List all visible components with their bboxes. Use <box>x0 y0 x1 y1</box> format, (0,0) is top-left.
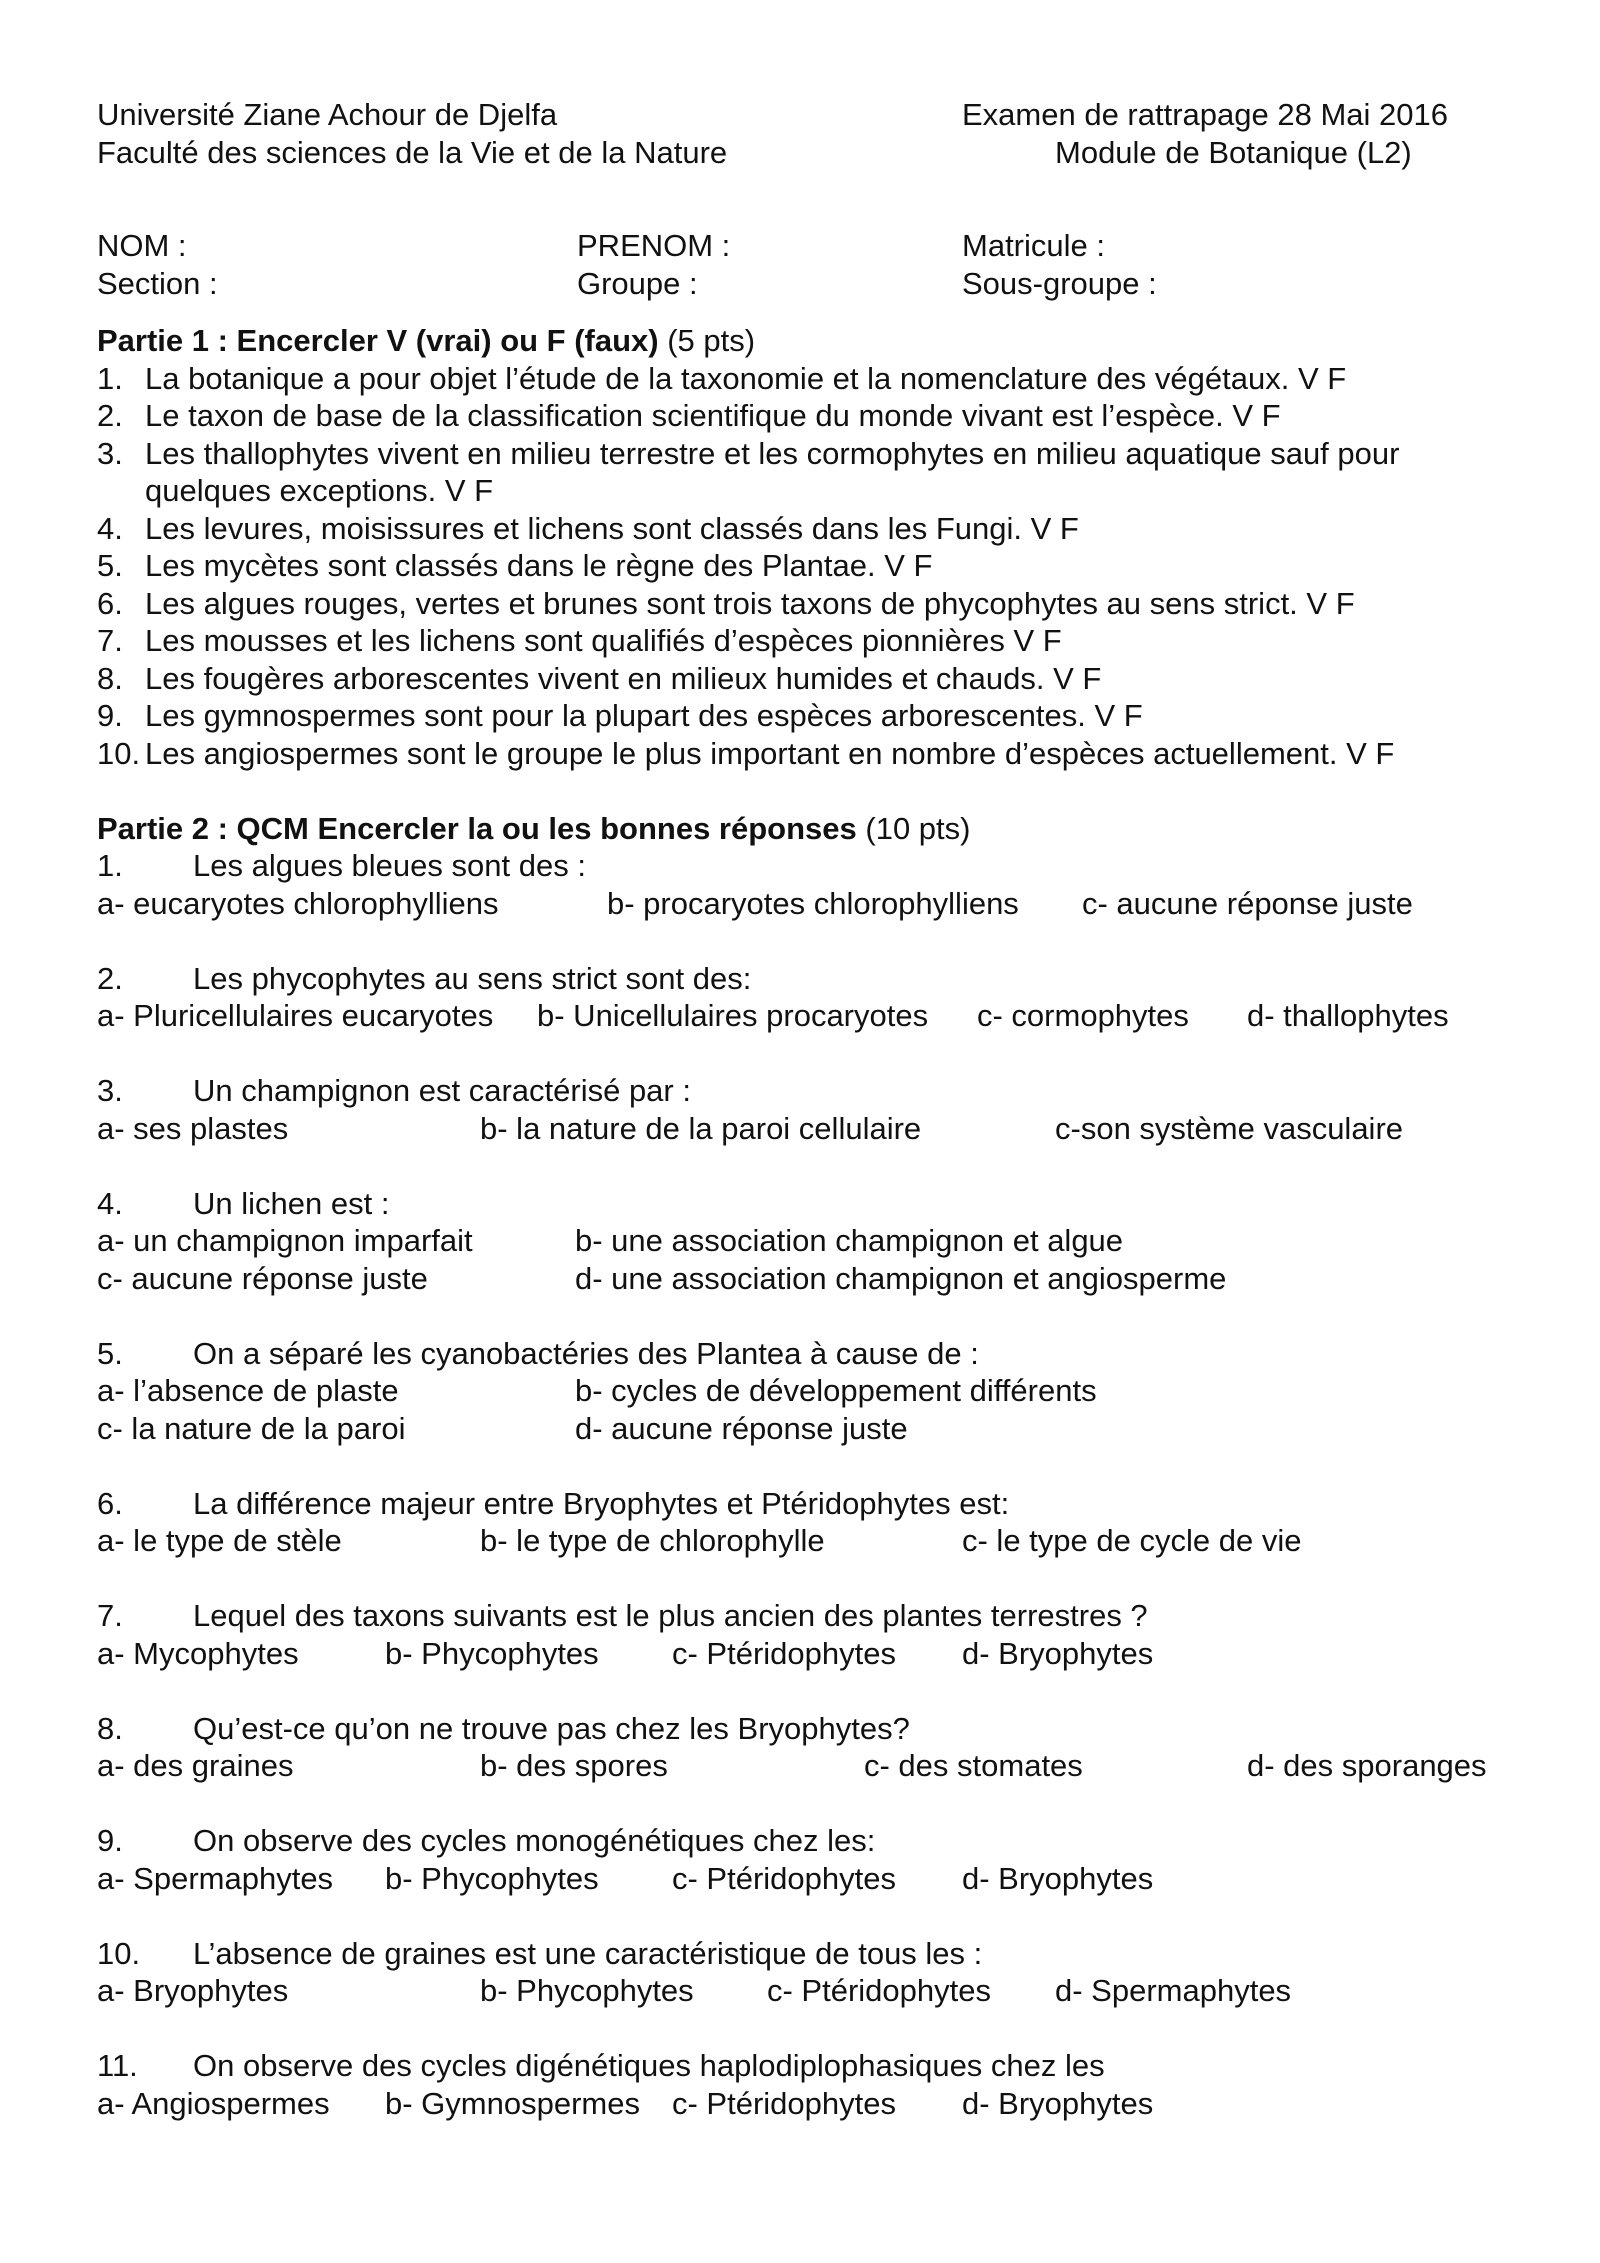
mcq-option[interactable]: a- des graines <box>97 1748 294 1783</box>
tf-item-number: 1. <box>97 360 123 396</box>
part1-list <box>97 360 1517 773</box>
tf-item-text: Les algues rouges, vertes et brunes sont trois taxons de phycophytes au sens strict. V F <box>145 585 1355 621</box>
mcq-question <box>97 1072 1517 1110</box>
tf-item-text: Les mycètes sont classés dans le règne des Plantae. V F <box>145 548 933 583</box>
mcq-question-text: Qu’est-ce qu’on ne trouve pas chez les Bryophytes? <box>193 1710 910 1746</box>
question-spacer <box>97 1672 1517 1710</box>
tf-item <box>97 735 1517 773</box>
tf-item <box>97 547 1517 585</box>
mcq-question <box>97 1185 1517 1223</box>
mcq-option[interactable]: c- Ptéridophytes <box>767 1973 991 2008</box>
mcq-option[interactable]: a- Bryophytes <box>97 1973 289 2008</box>
mcq-question-number: 7. <box>97 1598 123 1633</box>
tf-item-number: 10. <box>97 735 141 771</box>
mcq-option[interactable]: c- Ptéridophytes <box>672 2085 896 2121</box>
tf-item <box>97 697 1517 735</box>
mcq-option[interactable]: a- le type de stèle <box>97 1523 342 1558</box>
part2-heading <box>97 810 1517 848</box>
exam-title: Examen de rattrapage 28 Mai 2016 <box>962 97 1448 132</box>
mcq-option[interactable]: c- aucune réponse juste <box>97 1260 428 1296</box>
mcq-option[interactable]: c- des stomates <box>864 1748 1083 1783</box>
tf-item-number: 7. <box>97 623 123 658</box>
tf-item <box>97 397 1517 435</box>
mcq-option[interactable]: d- thallophytes <box>1247 998 1449 1033</box>
mcq-options-row <box>97 1410 1517 1448</box>
mcq-option[interactable]: c- aucune réponse juste <box>1082 885 1413 921</box>
prenom-field: PRENOM : <box>577 228 731 263</box>
tf-item-text: La botanique a pour objet l’étude de la taxonomie et la nomenclature des végétaux. V F <box>145 360 1347 396</box>
sous-groupe-field: Sous-groupe : <box>962 265 1157 301</box>
tf-item-text: Les fougères arborescentes vivent en milieux humides et chauds. V F <box>145 660 1102 696</box>
mcq-question-text: On observe des cycles monogénétiques chez les: <box>193 1823 876 1858</box>
tf-item-number: 5. <box>97 548 123 583</box>
mcq-question-text: Les algues bleues sont des : <box>193 848 586 883</box>
tf-item <box>97 360 1517 398</box>
mcq-question <box>97 1335 1517 1373</box>
mcq-options-row <box>97 1747 1517 1785</box>
mcq-question <box>97 2047 1517 2085</box>
mcq-question <box>97 1822 1517 1860</box>
mcq-question <box>97 1935 1517 1973</box>
question-spacer <box>97 1297 1517 1335</box>
mcq-option[interactable]: d- Spermaphytes <box>1055 1973 1292 2008</box>
mcq-option[interactable]: c- Ptéridophytes <box>672 1860 896 1896</box>
tf-item-number: 6. <box>97 585 123 621</box>
mcq-question-text: Les phycophytes au sens strict sont des: <box>193 960 752 996</box>
tf-item-continuation <box>97 472 1517 510</box>
tf-item-number: 3. <box>97 435 123 471</box>
mcq-option[interactable]: c-son système vasculaire <box>1055 1110 1404 1146</box>
tf-item-number: 4. <box>97 510 123 546</box>
mcq-question-number: 10. <box>97 1935 141 1971</box>
mcq-question-number: 1. <box>97 848 123 883</box>
university-name: Université Ziane Achour de Djelfa <box>97 97 558 132</box>
question-spacer <box>97 1897 1517 1935</box>
mcq-option[interactable]: a- eucaryotes chlorophylliens <box>97 885 499 921</box>
mcq-options-row <box>97 885 1517 923</box>
part1-heading <box>97 322 1517 360</box>
section-field: Section : <box>97 265 218 301</box>
tf-item <box>97 622 1517 660</box>
tf-item-text: Les mousses et les lichens sont qualifiés d’espèces pionnières V F <box>145 623 1062 658</box>
question-spacer <box>97 2010 1517 2048</box>
mcq-question-text: Un champignon est caractérisé par : <box>193 1073 691 1108</box>
faculty-name: Faculté des sciences de la Vie et de la Nature <box>97 134 728 170</box>
mcq-question <box>97 1485 1517 1523</box>
mcq-option[interactable]: d- une association champignon et angiosperme <box>575 1260 1227 1296</box>
part2-points: (10 pts) <box>856 810 971 846</box>
mcq-options-row <box>97 1635 1517 1673</box>
mcq-option[interactable]: c- le type de cycle de vie <box>962 1523 1302 1558</box>
mcq-option[interactable]: a- un champignon imparfait <box>97 1223 473 1258</box>
mcq-options-row <box>97 1222 1517 1260</box>
mcq-option[interactable]: a- ses plastes <box>97 1110 289 1146</box>
part1-points: (5 pts) <box>658 323 756 358</box>
mcq-question-number: 8. <box>97 1710 123 1746</box>
question-spacer <box>97 1785 1517 1823</box>
tf-item <box>97 510 1517 548</box>
mcq-option[interactable]: d- Bryophytes <box>962 1860 1154 1896</box>
mcq-options-row <box>97 1860 1517 1898</box>
tf-item-text: Les angiospermes sont le groupe le plus important en nombre d’espèces actuellement. V F <box>145 735 1395 771</box>
question-spacer <box>97 1560 1517 1598</box>
mcq-question-number: 9. <box>97 1823 123 1858</box>
exam-sheet <box>97 96 1517 2122</box>
mcq-options-row <box>97 1522 1517 1560</box>
module-name: Module de Botanique (L2) <box>1055 134 1412 170</box>
header-row-2 <box>97 134 1517 172</box>
tf-item-text: Les levures, moisissures et lichens sont classés dans les Fungi. V F <box>145 510 1079 546</box>
student-fields-row-2 <box>97 265 1517 303</box>
question-spacer <box>97 1035 1517 1073</box>
question-spacer <box>97 1147 1517 1185</box>
mcq-option[interactable]: c- Ptéridophytes <box>672 1635 896 1671</box>
mcq-option[interactable]: b- Phycophytes <box>385 1860 599 1896</box>
student-fields-row-1 <box>97 227 1517 265</box>
mcq-option[interactable]: b- une association champignon et algue <box>575 1223 1124 1258</box>
mcq-option[interactable]: a- Pluricellulaires eucaryotes <box>97 998 494 1033</box>
tf-item <box>97 660 1517 698</box>
mcq-option[interactable]: b- Gymnospermes <box>385 2085 640 2121</box>
mcq-question-text: L’absence de graines est une caractéristique de tous les : <box>193 1935 983 1971</box>
question-spacer <box>97 1447 1517 1485</box>
mcq-question-text: Un lichen est : <box>193 1185 390 1221</box>
tf-item-text: Les thallophytes vivent en milieu terrestre et les cormophytes en milieu aquatique sauf pour <box>145 435 1400 471</box>
mcq-option[interactable]: b- la nature de la paroi cellulaire <box>480 1110 922 1146</box>
tf-item-text: Les gymnospermes sont pour la plupart des espèces arborescentes. V F <box>145 698 1143 733</box>
mcq-option[interactable]: a- Spermaphytes <box>97 1860 334 1896</box>
mcq-option[interactable]: b- procaryotes chlorophylliens <box>607 885 1019 921</box>
mcq-question <box>97 960 1517 998</box>
mcq-question <box>97 1710 1517 1748</box>
mcq-option[interactable]: d- Bryophytes <box>962 2085 1154 2121</box>
tf-item-number: 2. <box>97 398 123 433</box>
part2-list <box>97 847 1517 2122</box>
part2-title: Partie 2 : QCM Encercler la ou les bonnes réponses <box>97 810 857 846</box>
mcq-option[interactable]: a- l’absence de plaste <box>97 1373 399 1408</box>
mcq-option[interactable]: d- des sporanges <box>1247 1748 1487 1783</box>
mcq-question-number: 3. <box>97 1073 123 1108</box>
mcq-option[interactable]: b- Phycophytes <box>385 1635 599 1671</box>
mcq-option[interactable]: b- le type de chlorophylle <box>480 1523 825 1558</box>
mcq-option[interactable]: d- Bryophytes <box>962 1635 1154 1671</box>
mcq-question <box>97 847 1517 885</box>
mcq-option[interactable]: c- la nature de la paroi <box>97 1410 406 1446</box>
mcq-options-row <box>97 2085 1517 2123</box>
matricule-field: Matricule : <box>962 228 1105 263</box>
mcq-options-row <box>97 1972 1517 2010</box>
mcq-option[interactable]: d- aucune réponse juste <box>575 1410 908 1446</box>
tf-item <box>97 435 1517 473</box>
groupe-field: Groupe : <box>577 265 698 301</box>
tf-item-number: 8. <box>97 660 123 696</box>
question-spacer <box>97 922 1517 960</box>
tf-item-number: 9. <box>97 698 123 733</box>
mcq-option[interactable]: a- Angiospermes <box>97 2085 330 2121</box>
mcq-question-number: 5. <box>97 1335 123 1371</box>
mcq-option[interactable]: b- Unicellulaires procaryotes <box>537 998 929 1033</box>
mcq-option[interactable]: b- Phycophytes <box>480 1973 694 2008</box>
mcq-options-row <box>97 1110 1517 1148</box>
mcq-question-text: On observe des cycles digénétiques haplodiplophasiques chez les <box>193 2048 1105 2083</box>
header-row-1 <box>97 96 1517 134</box>
mcq-option[interactable]: b- cycles de développement différents <box>575 1373 1097 1408</box>
tf-item <box>97 585 1517 623</box>
mcq-question-number: 4. <box>97 1185 123 1221</box>
tf-item-text: Le taxon de base de la classification scientifique du monde vivant est l’espèce. V F <box>145 398 1281 433</box>
nom-field: NOM : <box>97 228 187 263</box>
mcq-options-row <box>97 997 1517 1035</box>
part1-title: Partie 1 : Encercler V (vrai) ou F (faux) <box>97 323 659 358</box>
mcq-question <box>97 1597 1517 1635</box>
mcq-options-row <box>97 1372 1517 1410</box>
mcq-question-number: 11. <box>97 2048 138 2083</box>
tf-item-text-continued: quelques exceptions. V F <box>145 473 494 508</box>
mcq-option[interactable]: c- cormophytes <box>977 998 1189 1033</box>
mcq-question-number: 2. <box>97 960 123 996</box>
mcq-question-text: La différence majeur entre Bryophytes et Ptéridophytes est: <box>193 1485 1010 1521</box>
mcq-question-text: Lequel des taxons suivants est le plus ancien des plantes terrestres ? <box>193 1598 1148 1633</box>
mcq-option[interactable]: a- Mycophytes <box>97 1635 299 1671</box>
mcq-options-row <box>97 1260 1517 1298</box>
mcq-question-number: 6. <box>97 1485 123 1521</box>
mcq-question-text: On a séparé les cyanobactéries des Plantea à cause de : <box>193 1335 979 1371</box>
mcq-option[interactable]: b- des spores <box>480 1748 668 1783</box>
